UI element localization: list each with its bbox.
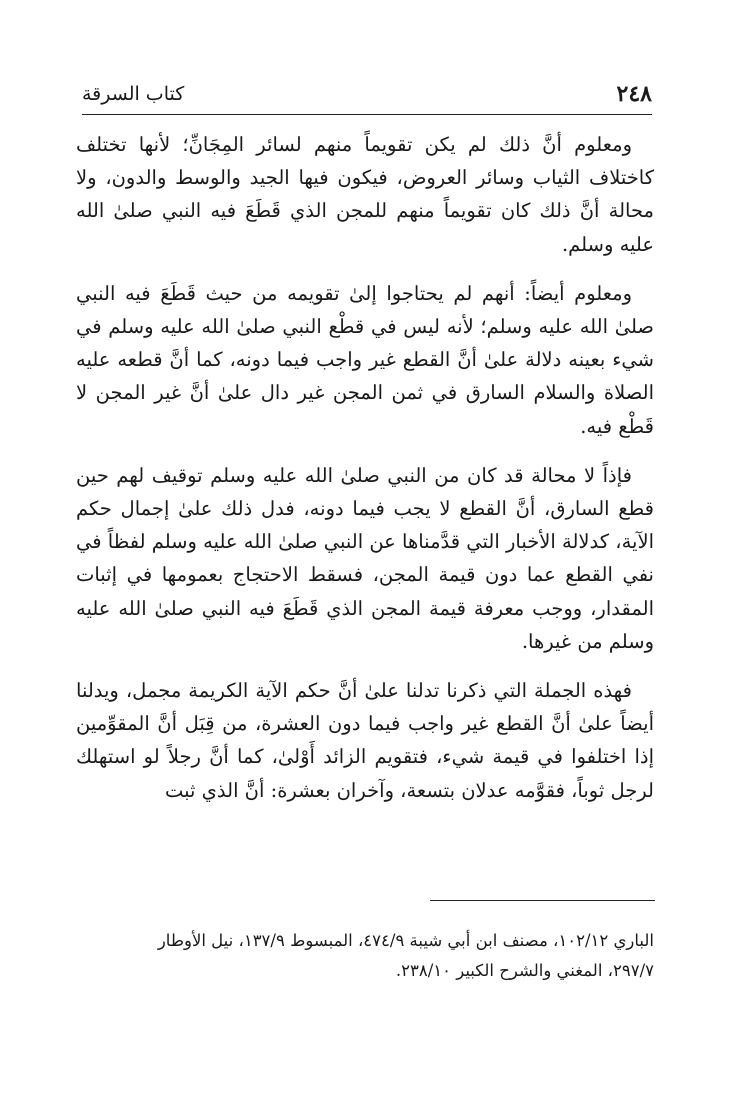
footnote-divider	[430, 900, 655, 901]
main-text	[76, 128, 654, 823]
book-title: كتاب السرقة	[82, 83, 185, 105]
paragraph-2: ومعلوم أيضاً: أنهم لم يحتاجوا إلىٰ تقويمه من حيث قَطَعَ فيه النبي صلىٰ الله عليه وسلم؛ لأنه ليس في قطْع النبي صلىٰ الله عليه وسلم في شيء بعينه دلالة علىٰ أنَّ القطع غير واجب فيما دونه، كما أنَّ قطعه عليه الصلاة والسلام السارق في ثمن المجن غير دال علىٰ أنَّ غير المجن لا قَطْع فيه.	[76, 281, 654, 438]
paragraph-3: فإذاً لا محالة قد كان من النبي صلىٰ الله عليه وسلم توقيف لهم حين قطع السارق، أنَّ القطع لا يجب فيما دونه، فدل ذلك علىٰ إجمال حكم الآية، كدلالة الأخبار التي قدَّمناها عن النبي صلىٰ الله عليه وسلم لفظاً في نفي القطع عما دون قيمة المجن، فسقط الاحتجاج بعمومها في إثبات المقدار، ووجب معرفة قيمة المجن الذي قَطَعَ فيه النبي صلىٰ الله عليه وسلم من غيرها.	[76, 463, 654, 653]
paragraph-4: فهذه الجملة التي ذكرنا تدلنا علىٰ أنَّ حكم الآية الكريمة مجمل، ويدلنا أيضاً علىٰ أنَّ القطع غير واجب فيما دون العشرة، من قِبَل أنَّ المقوِّمين إذا اختلفوا في قيمة شيء، فتقويم الزائد أَوْلىٰ، كما أنَّ رجلاً لو استهلك لرجل ثوباً، فقوَّمه عدلان بتسعة، وآخران بعشرة: أنَّ الذي ثبت	[76, 679, 654, 802]
footnote-line-1: الباري ١٠٢/١٢، مصنف ابن أبي شيبة ٤٧٤/٩، المبسوط ١٣٧/٩، نيل الأوطار	[157, 931, 654, 950]
page-header	[82, 74, 652, 115]
footnote-line-2: ٢٩٧/٧، المغني والشرح الكبير ٢٣٨/١٠.	[395, 961, 654, 980]
paragraph-1: ومعلوم أنَّ ذلك لم يكن تقويماً منهم لسائر المِجَانِّ؛ لأنها تختلف كاختلاف الثياب وسائر العروض، فيكون فيها الجيد والوسط والدون، ولا محالة أنَّ ذلك كان تقويماً منهم للمجن الذي قَطَعَ فيه النبي صلىٰ الله عليه وسلم.	[76, 133, 654, 256]
footnotes	[76, 926, 654, 986]
page-number: ٢٤٨	[616, 81, 652, 107]
